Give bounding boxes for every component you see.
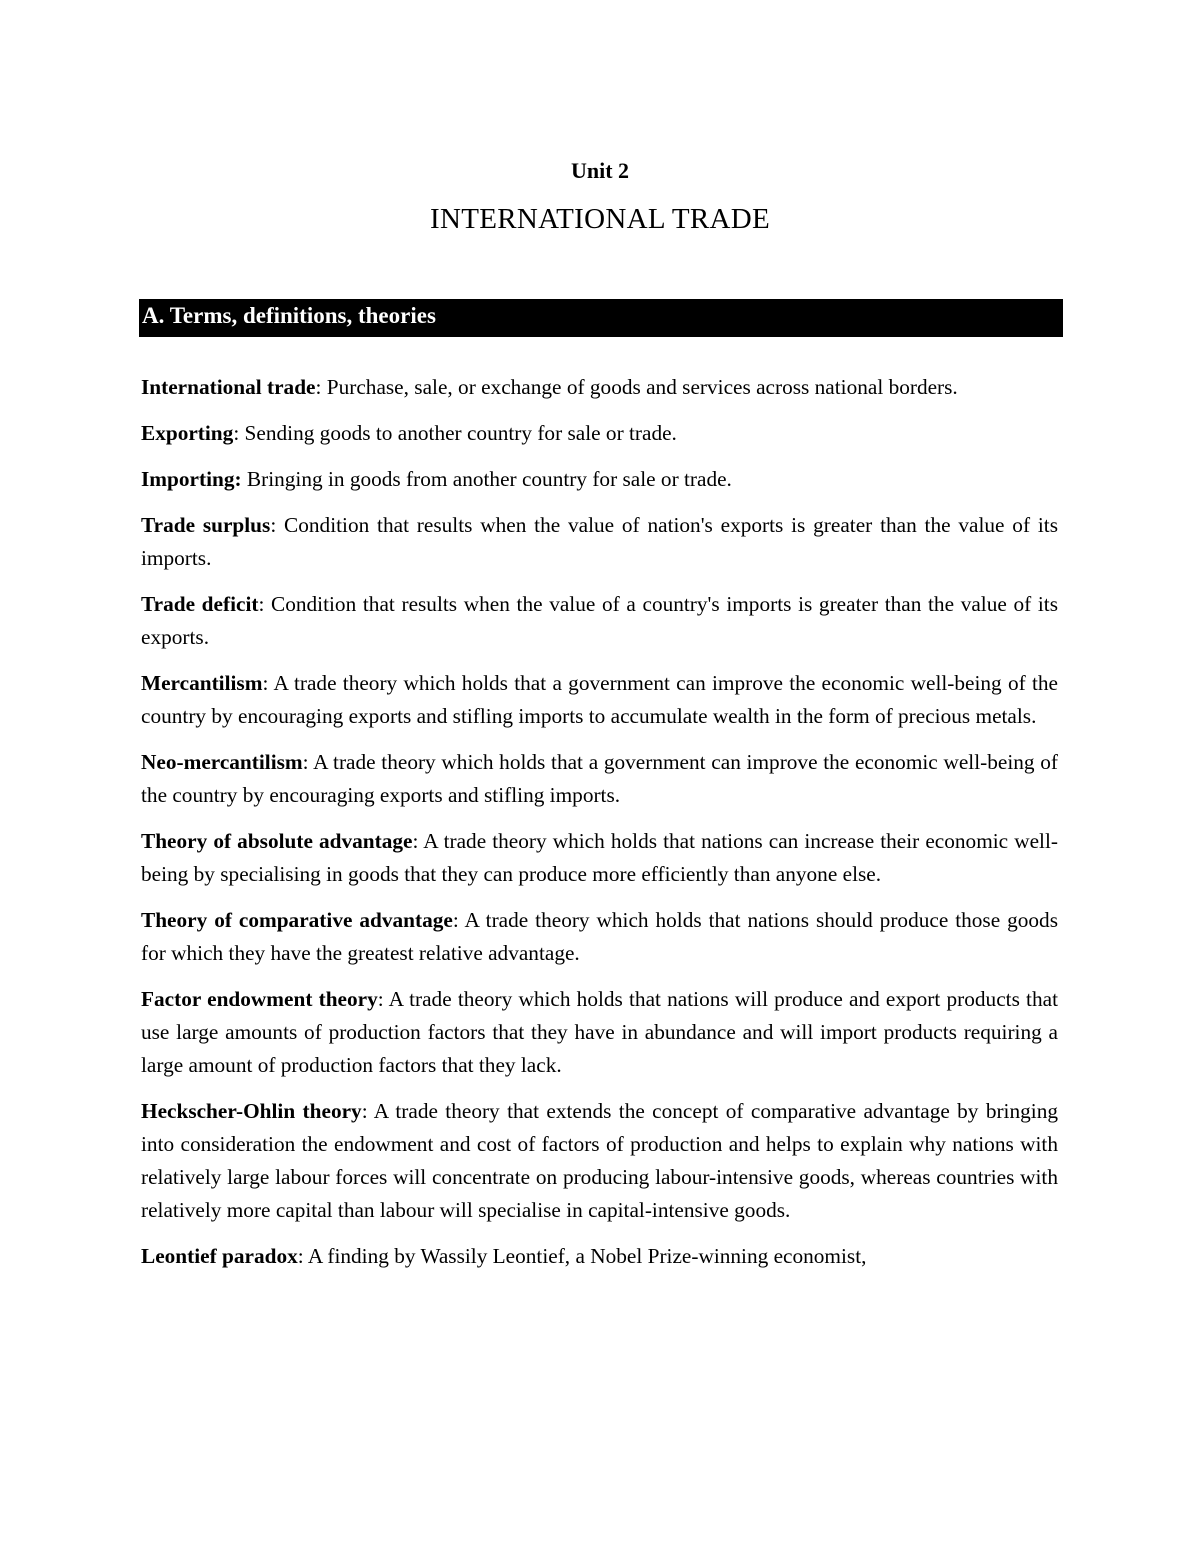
- section-heading: A. Terms, definitions, theories: [142, 303, 436, 328]
- section-heading-bar: [139, 299, 1063, 337]
- definition-entry: [141, 983, 1058, 1082]
- term-label: Exporting: [141, 421, 234, 445]
- definitions-list: [141, 371, 1058, 1286]
- term-definition: : A trade theory which holds that nations will produce and export products that use large amounts of production factors that they have in abundance and will import products requiring a large amount of production factors that they lack.: [141, 987, 1058, 1077]
- definition-entry: [141, 463, 1058, 496]
- term-definition: Bringing in goods from another country for sale or trade.: [241, 467, 732, 491]
- term-definition: : A trade theory which holds that nations can increase their economic well-being by specialising in goods that they can produce more efficiently than anyone else.: [141, 829, 1058, 886]
- term-definition: : A trade theory which holds that nations should produce those goods for which they have the greatest relative advantage.: [141, 908, 1058, 965]
- unit-label: Unit 2: [570, 158, 630, 183]
- term-label: Theory of absolute advantage: [141, 829, 413, 853]
- term-label: International trade: [141, 375, 316, 399]
- term-definition: : Sending goods to another country for sale or trade.: [233, 421, 677, 445]
- term-label: Trade surplus: [141, 513, 271, 537]
- term-definition: : A trade theory which holds that a government can improve the economic well-being of the country by encouraging exports and stifling imports.: [141, 750, 1058, 807]
- definition-entry: [141, 746, 1058, 812]
- definition-entry: [141, 509, 1058, 575]
- definition-entry: [141, 825, 1058, 891]
- definition-entry: [141, 1240, 1058, 1273]
- term-label: Factor endowment theory: [141, 987, 378, 1011]
- definition-entry: [141, 417, 1058, 450]
- term-label: Neo-mercantilism: [141, 750, 303, 774]
- term-label: Trade deficit: [141, 592, 259, 616]
- term-label: Importing:: [141, 467, 242, 491]
- page-title: INTERNATIONAL TRADE: [430, 203, 770, 235]
- term-definition: : Condition that results when the value of nation's exports is greater than the value of its imports.: [141, 513, 1058, 570]
- definition-entry: [141, 588, 1058, 654]
- term-label: Heckscher-Ohlin theory: [141, 1099, 362, 1123]
- term-definition: : A finding by Wassily Leontief, a Nobel Prize-winning economist,: [297, 1244, 867, 1268]
- term-definition: : A trade theory that extends the concept of comparative advantage by bringing into consideration the endowment and cost of factors of production and helps to explain why nations with relatively large labour forces will concentrate on producing labour-intensive goods, whereas countries with relatively more capital than labour will specialise in capital-intensive goods.: [141, 1099, 1058, 1222]
- definition-entry: [141, 904, 1058, 970]
- term-definition: : Purchase, sale, or exchange of goods and services across national borders.: [315, 375, 958, 399]
- term-label: Theory of comparative advantage: [141, 908, 453, 932]
- definition-entry: [141, 371, 1058, 404]
- definition-entry: [141, 1095, 1058, 1227]
- term-label: Mercantilism: [141, 671, 263, 695]
- definition-entry: [141, 667, 1058, 733]
- term-definition: : Condition that results when the value of a country's imports is greater than the value of its exports.: [141, 592, 1058, 649]
- term-definition: : A trade theory which holds that a government can improve the economic well-being of the country by encouraging exports and stifling imports to accumulate wealth in the form of precious metals.: [141, 671, 1058, 728]
- term-label: Leontief paradox: [141, 1244, 298, 1268]
